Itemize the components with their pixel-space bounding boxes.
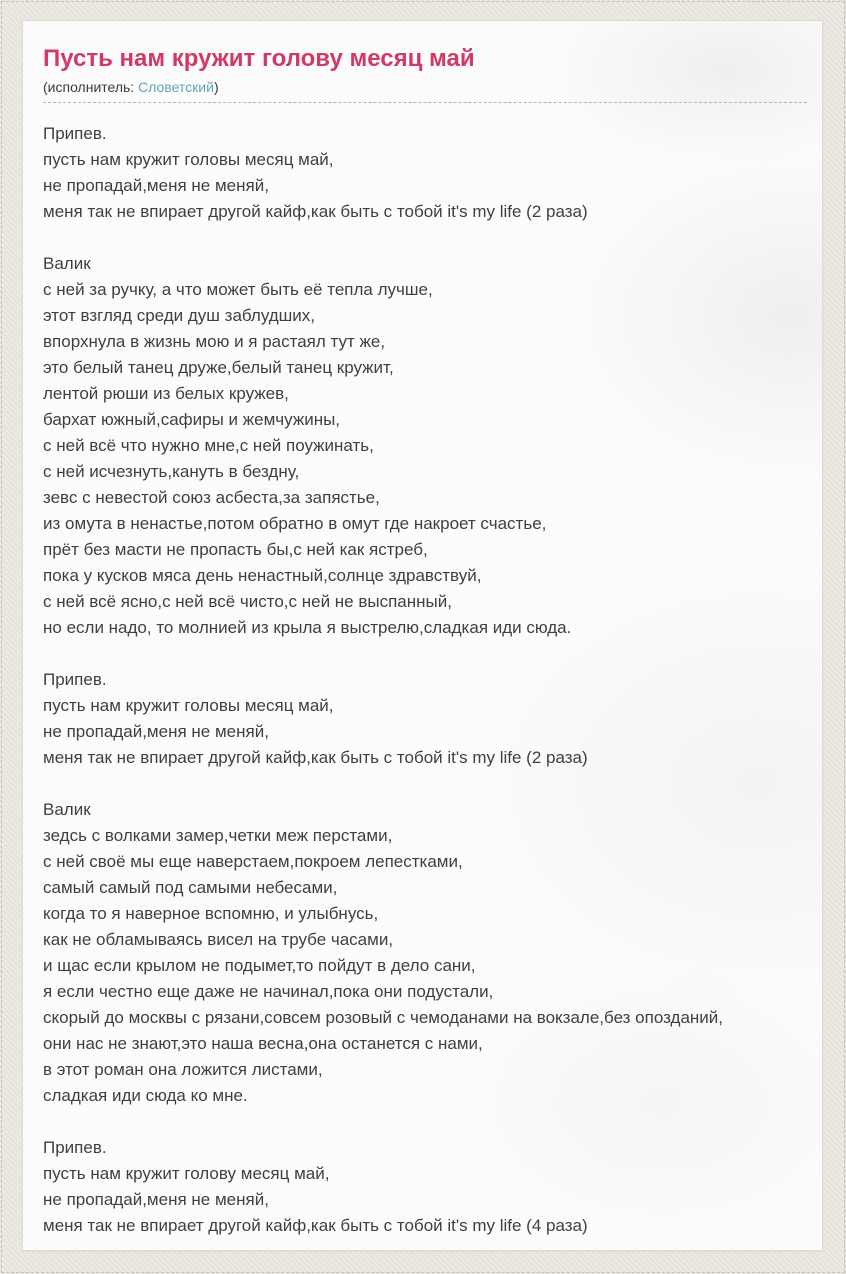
lyric-line: не пропадай,меня не меняй, — [43, 722, 269, 742]
artist-line-prefix: (исполнитель: — [43, 78, 139, 95]
lyric-line: но если надо, то молнией из крыла я выстрелю,сладкая иди сюда. — [43, 618, 572, 638]
lyric-line: впорхнула в жизнь мою и я растаял тут же, — [43, 332, 386, 352]
page-title: Пусть нам кружит голову месяц май — [43, 45, 475, 72]
lyric-line: не пропадай,меня не меняй, — [43, 176, 269, 196]
lyric-line: сладкая иди сюда ко мне. — [43, 1086, 248, 1106]
lyric-block — [43, 121, 802, 225]
lyric-line: Валик — [43, 800, 91, 820]
lyric-line: самый самый под самыми небесами, — [43, 878, 338, 898]
lyric-line: с ней всё ясно,с ней всё чисто,с ней не выспанный, — [43, 592, 452, 612]
lyric-line: с ней исчезнуть,кануть в бездну, — [43, 462, 300, 482]
lyric-line: пусть нам кружит головы месяц май, — [43, 696, 334, 716]
lyric-line: не пропадай,меня не меняй, — [43, 1190, 269, 1210]
lyric-line: меня так не впирает другой кайф,как быть с тобой it's my life (2 раза) — [43, 748, 588, 768]
artist-line — [43, 79, 802, 96]
lyric-line: они нас не знают,это наша весна,она останется с нами, — [43, 1034, 483, 1054]
lyric-line: меня так не впирает другой кайф,как быть с тобой it's my life (2 раза) — [43, 202, 588, 222]
lyric-line: Припев. — [43, 124, 107, 144]
lyric-line: зевс с невестой союз асбеста,за запястье, — [43, 488, 380, 508]
lyrics-card — [22, 20, 823, 1251]
lyric-block — [43, 251, 802, 641]
lyric-line: Припев. — [43, 1138, 107, 1158]
lyric-block — [43, 1135, 802, 1239]
lyric-line: Валик — [43, 254, 91, 274]
lyric-line: из омута в ненастье,потом обратно в омут где накроет счастье, — [43, 514, 547, 534]
lyric-line: скорый до москвы с рязани,совсем розовый с чемоданами на вокзале,без опозданий, — [43, 1008, 723, 1028]
lyric-line: бархат южный,сафиры и жемчужины, — [43, 410, 341, 430]
lyric-line: меня так не впирает другой кайф,как быть с тобой it's my life (4 раза) — [43, 1216, 588, 1236]
lyrics-text — [43, 121, 802, 1239]
lyric-line: и щас если крылом не подымет,то пойдут в дело сани, — [43, 956, 476, 976]
lyric-line: Припев. — [43, 670, 107, 690]
lyric-line: как не обламываясь висел на трубе часами, — [43, 930, 394, 950]
lyric-block — [43, 667, 802, 771]
lyric-line: зедсь с волками замер,четки меж перстами, — [43, 826, 393, 846]
artist-link[interactable]: Словетский — [138, 78, 214, 95]
lyric-line: я если честно еще даже не начинал,пока они подустали, — [43, 982, 494, 1002]
lyric-block — [43, 797, 802, 1109]
lyric-line: в этот роман она ложится листами, — [43, 1060, 323, 1080]
lyric-line: прёт без масти не пропасть бы,с ней как ястреб, — [43, 540, 428, 560]
lyric-line: пока у кусков мяса день ненастный,солнце здравствуй, — [43, 566, 482, 586]
lyric-line: когда то я наверное вспомню, и улыбнусь, — [43, 904, 379, 924]
artist-line-suffix: ) — [213, 78, 219, 95]
lyric-line: пусть нам кружит головы месяц май, — [43, 150, 334, 170]
lyric-line: этот взгляд среди душ заблудших, — [43, 306, 316, 326]
lyric-line: пусть нам кружит голову месяц май, — [43, 1164, 330, 1184]
lyric-line: с ней всё что нужно мне,с ней поужинать, — [43, 436, 374, 456]
lyric-line: с ней своё мы еще наверстаем,покроем лепестками, — [43, 852, 463, 872]
lyric-line: с ней за ручку, а что может быть её тепла лучше, — [43, 280, 433, 300]
dotted-separator — [43, 102, 807, 103]
lyric-line: лентой рюши из белых кружев, — [43, 384, 289, 404]
lyric-line: это белый танец друже,белый танец кружит, — [43, 358, 394, 378]
